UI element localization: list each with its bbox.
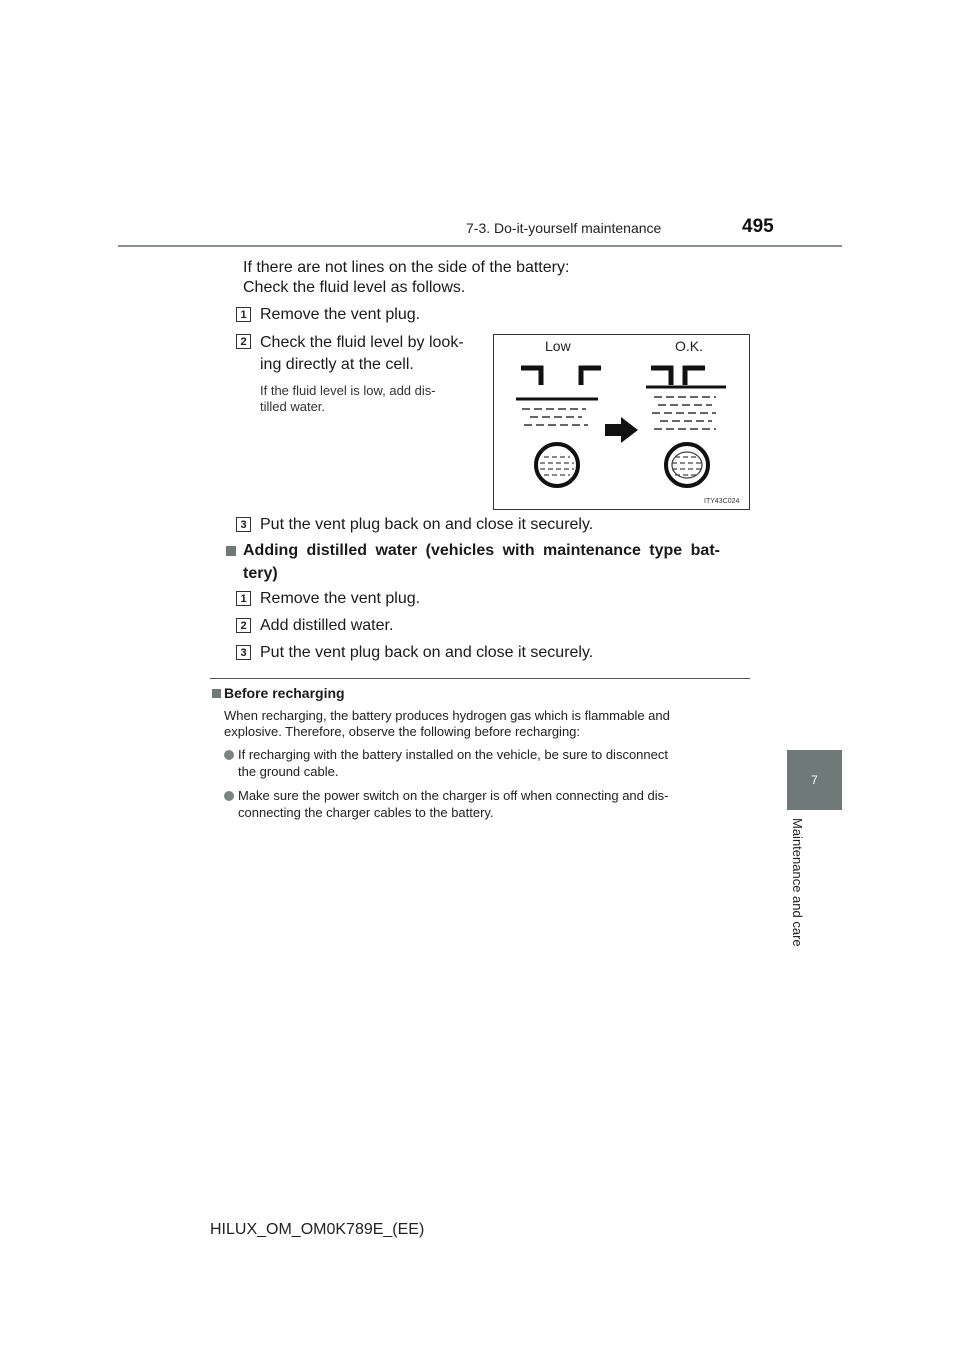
ok-fluid-dashes xyxy=(652,397,716,429)
note-bullet-line-1: If recharging with the battery installed on the vehicle, be sure to disconnect xyxy=(238,747,668,762)
note-bullet-dot xyxy=(224,791,234,801)
step-number: 3 xyxy=(236,517,251,532)
step-number: 1 xyxy=(236,591,251,606)
figure-code: ITY43C024 xyxy=(704,498,740,505)
step-text: Remove the vent plug. xyxy=(260,306,421,323)
step-number: 2 xyxy=(236,618,251,633)
document-code: HILUX_OM_OM0K789E_(EE) xyxy=(210,1221,425,1238)
note-bullet xyxy=(212,689,221,698)
step-text: Put the vent plug back on and close it securely. xyxy=(260,644,594,661)
figure-label-low: Low xyxy=(545,338,571,354)
section-heading-line-2: tery) xyxy=(243,565,278,582)
step-text: Add distilled water. xyxy=(260,617,394,634)
figure-label-ok: O.K. xyxy=(675,338,704,354)
note-title: Before recharging xyxy=(224,685,345,701)
step-text: Remove the vent plug. xyxy=(260,590,421,607)
header-divider xyxy=(118,245,842,247)
section-title: 7-3. Do-it-yourself maintenance xyxy=(466,220,662,236)
note-body-line-1: When recharging, the battery produces hydrogen gas which is flammable and xyxy=(224,708,670,723)
section-bullet xyxy=(226,546,236,556)
page-number: 495 xyxy=(742,216,774,237)
battery-fluid-illustration xyxy=(494,335,749,509)
note-bullet-line-1: Make sure the power switch on the charger is off when connecting and dis- xyxy=(238,788,669,803)
note-body-line-2: explosive. Therefore, observe the following before recharging: xyxy=(224,724,581,739)
ok-cell-walls xyxy=(651,368,705,385)
intro-line-2: Check the fluid level as follows. xyxy=(243,279,466,296)
battery-fluid-figure xyxy=(493,334,750,510)
ok-cell-top-view xyxy=(666,444,708,486)
note-bullet-line-2: connecting the charger cables to the battery. xyxy=(238,805,494,820)
step-number: 3 xyxy=(236,645,251,660)
arrow-icon xyxy=(605,417,638,443)
intro-line-1: If there are not lines on the side of the battery: xyxy=(243,259,570,276)
chapter-label xyxy=(790,818,830,978)
step-number: 1 xyxy=(236,307,251,322)
step-number: 2 xyxy=(236,334,251,349)
low-fluid-dashes xyxy=(522,409,588,425)
section-heading-line-1: Adding distilled water (vehicles with maintenance type bat- xyxy=(243,542,720,559)
chapter-tab: 7 xyxy=(787,750,842,810)
low-cell-walls xyxy=(521,368,601,385)
step-text-line-1: Check the fluid level by look- xyxy=(260,334,464,351)
step-subtext-line-1: If the fluid level is low, add dis- xyxy=(260,383,436,398)
note-bullet-line-2: the ground cable. xyxy=(238,764,339,779)
step-subtext-line-2: tilled water. xyxy=(260,399,326,414)
chapter-label-text: Maintenance and care xyxy=(790,818,805,947)
step-text: Put the vent plug back on and close it securely. xyxy=(260,516,594,533)
note-divider xyxy=(210,678,750,679)
low-cell-top-view xyxy=(536,444,578,486)
note-bullet-dot xyxy=(224,750,234,760)
step-text-line-2: ing directly at the cell. xyxy=(260,356,414,373)
